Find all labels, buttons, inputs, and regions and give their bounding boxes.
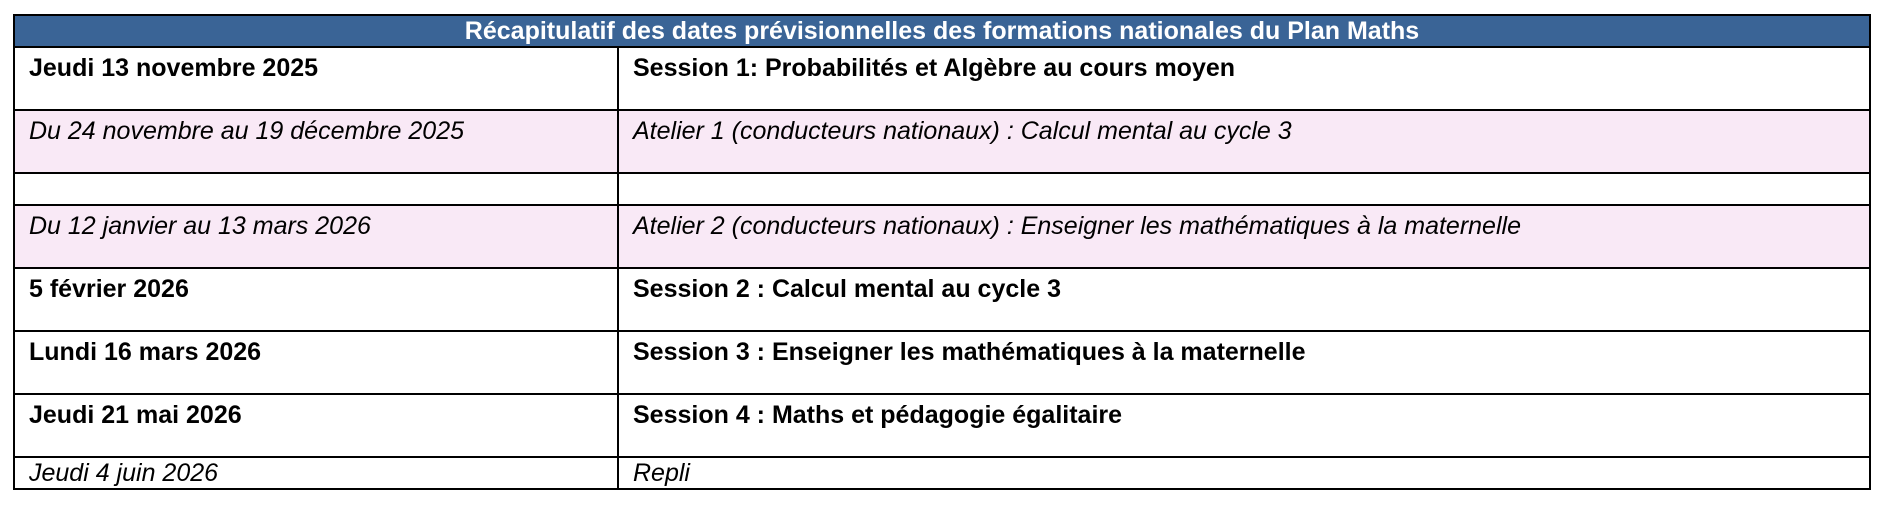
description-text: Atelier 1 (conducteurs nationaux) : Calcul mental au cycle 3 xyxy=(633,117,1292,145)
description-text xyxy=(619,174,1869,179)
table-row-empty xyxy=(14,173,1870,205)
date-text: Jeudi 13 novembre 2025 xyxy=(29,54,319,82)
date-cell xyxy=(14,457,618,489)
description-cell xyxy=(618,173,1870,205)
date-cell xyxy=(14,331,618,394)
table-row xyxy=(14,331,1870,394)
description-text: Atelier 2 (conducteurs nationaux) : Enseigner les mathématiques à la maternelle xyxy=(633,212,1521,240)
title-row xyxy=(14,15,1870,47)
description-cell xyxy=(618,205,1870,268)
schedule-table xyxy=(13,14,1871,490)
description-cell xyxy=(618,268,1870,331)
date-cell xyxy=(14,205,618,268)
description-text: Session 4 : Maths et pédagogie égalitaire xyxy=(633,401,1123,429)
date-cell xyxy=(14,268,618,331)
date-text: Lundi 16 mars 2026 xyxy=(29,338,262,366)
date-text: Jeudi 21 mai 2026 xyxy=(29,401,242,429)
description-cell xyxy=(618,457,1870,489)
date-text: Du 12 janvier au 13 mars 2026 xyxy=(29,212,371,240)
table-row xyxy=(14,394,1870,457)
table-row xyxy=(14,110,1870,173)
description-text: Repli xyxy=(633,459,690,487)
description-text: Session 3 : Enseigner les mathématiques à la maternelle xyxy=(633,338,1306,366)
table-row xyxy=(14,268,1870,331)
table-title: Récapitulatif des dates prévisionnelles des formations nationales du Plan Maths xyxy=(14,15,1870,47)
date-cell xyxy=(14,173,618,205)
table-row xyxy=(14,47,1870,110)
description-cell xyxy=(618,47,1870,110)
description-cell xyxy=(618,110,1870,173)
date-text: Jeudi 4 juin 2026 xyxy=(29,459,219,487)
description-cell xyxy=(618,394,1870,457)
date-cell xyxy=(14,394,618,457)
date-text: Du 24 novembre au 19 décembre 2025 xyxy=(29,117,465,145)
description-cell xyxy=(618,331,1870,394)
table-row xyxy=(14,205,1870,268)
table-row xyxy=(14,457,1870,489)
date-text: 5 février 2026 xyxy=(29,275,189,303)
date-text xyxy=(15,174,617,179)
date-cell xyxy=(14,47,618,110)
date-cell xyxy=(14,110,618,173)
description-text: Session 2 : Calcul mental au cycle 3 xyxy=(633,275,1061,303)
description-text: Session 1: Probabilités et Algèbre au cours moyen xyxy=(633,54,1236,82)
